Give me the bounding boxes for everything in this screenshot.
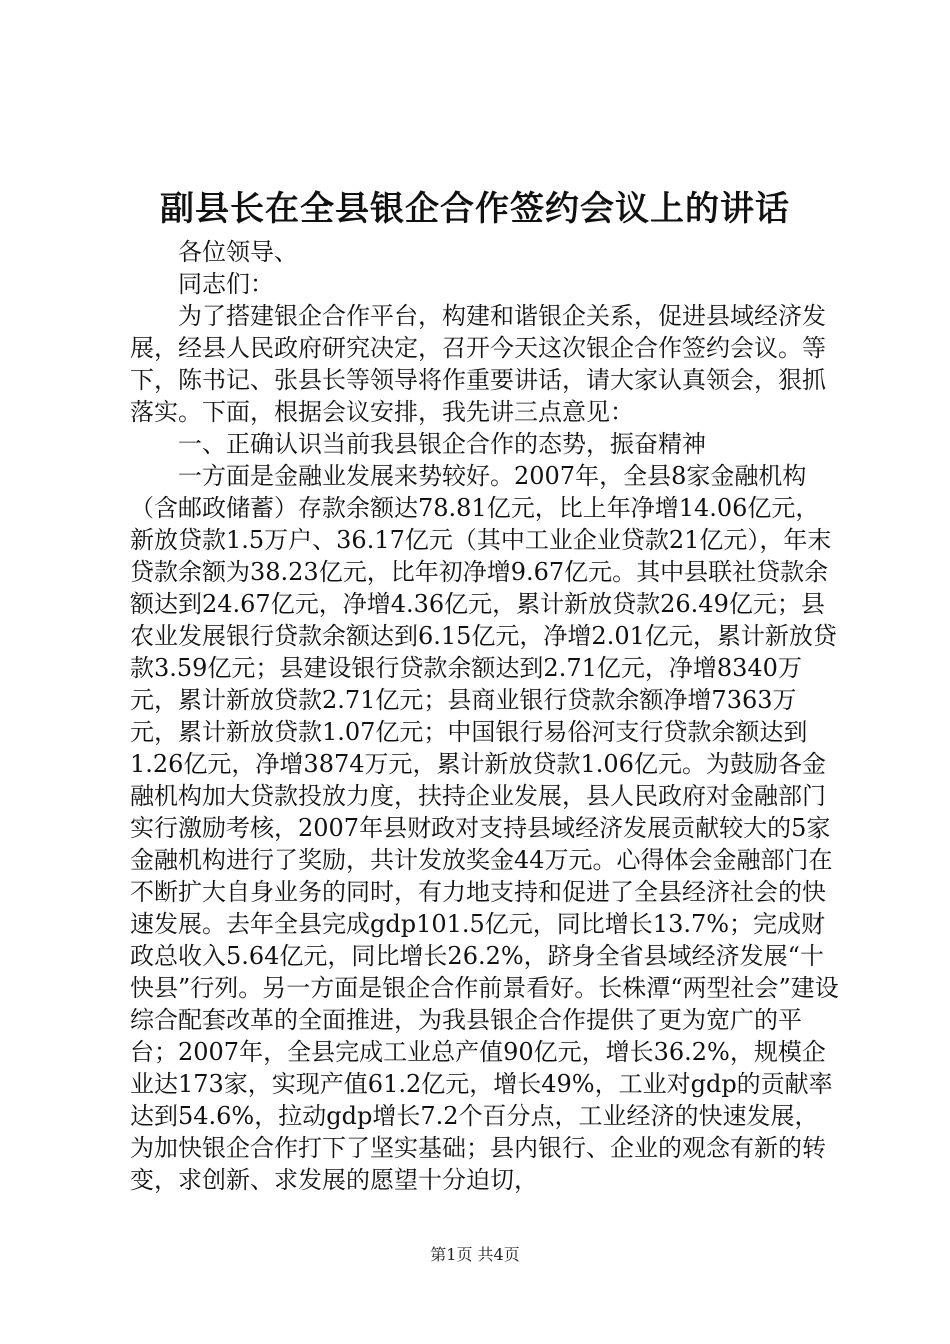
- paragraph-finance-development: 一方面是金融业发展来势较好。2007年，全县8家金融机构（含邮政储蓄）存款余额达78.81亿元，比上年净增14.06亿元，新放贷款1.5万户、36.17亿元（其中工业企业贷款21亿元），年末贷款余额为38.23亿元，比年初净增9.67亿元。其中县联社贷款余额达到24.67亿元，净增4.36亿元，累计新放贷款26.49亿元；县农业发展银行贷款余额达到6.15亿元，净增2.01亿元，累计新放贷款3.59亿元；县建设银行贷款余额达到2.71亿元，净增8340万元，累计新放贷款2.71亿元；县商业银行贷款余额净增7363万元，累计新放贷款1.07亿元；中国银行易俗河支行贷款余额达到1.26亿元，净增3874万元，累计新放贷款1.06亿元。为鼓励各金融机构加大贷款投放力度，扶持企业发展，县人民政府对金融部门实行激励考核，2007年县财政对支持县域经济发展贡献较大的5家金融机构进行了奖励，共计发放奖金44万元。心得体会金融部门在不断扩大自身业务的同时，有力地支持和促进了全县经济社会的快速发展。去年全县完成gdp101.5亿元，同比增长13.7%；完成财政总收入5.64亿元，同比增长26.2%，跻身全省县域经济发展“十快县”行列。另一方面是银企合作前景看好。长株潭“两型社会”建设综合配套改革的全面推进，为我县银企合作提供了更为宽广的平台；2007年，全县完成工业总产值90亿元，增长36.2%，规模企业达173家，实现产值61.2亿元，增长49%，工业对gdp的贡献率达到54.6%，拉动gdp增长7.2个百分点，工业经济的快速发展，为加快银企合作打下了坚实基础；县内银行、企业的观念有新的转变，求创新、求发展的愿望十分迫切，: [130, 462, 839, 1194]
- section-heading-1: 一、正确认识当前我县银企合作的态势，振奋精神: [178, 430, 706, 458]
- page-footer: 第1页 共4页: [430, 1245, 520, 1264]
- salutation-comrades: 同志们：: [178, 270, 274, 298]
- document-body: [130, 236, 842, 1196]
- salutation-leaders: 各位领导、: [178, 238, 298, 266]
- paragraph-intro: 为了搭建银企合作平台，构建和谐银企关系，促进县域经济发展，经县人民政府研究决定，召开今天这次银企合作签约会议。等下，陈书记、张县长等领导将作重要讲话，请大家认真领会，狠抓落实。下面，根据会议安排，我先讲三点意见：: [130, 302, 826, 426]
- document-title: 副县长在全县银企合作签约会议上的讲话: [160, 189, 790, 229]
